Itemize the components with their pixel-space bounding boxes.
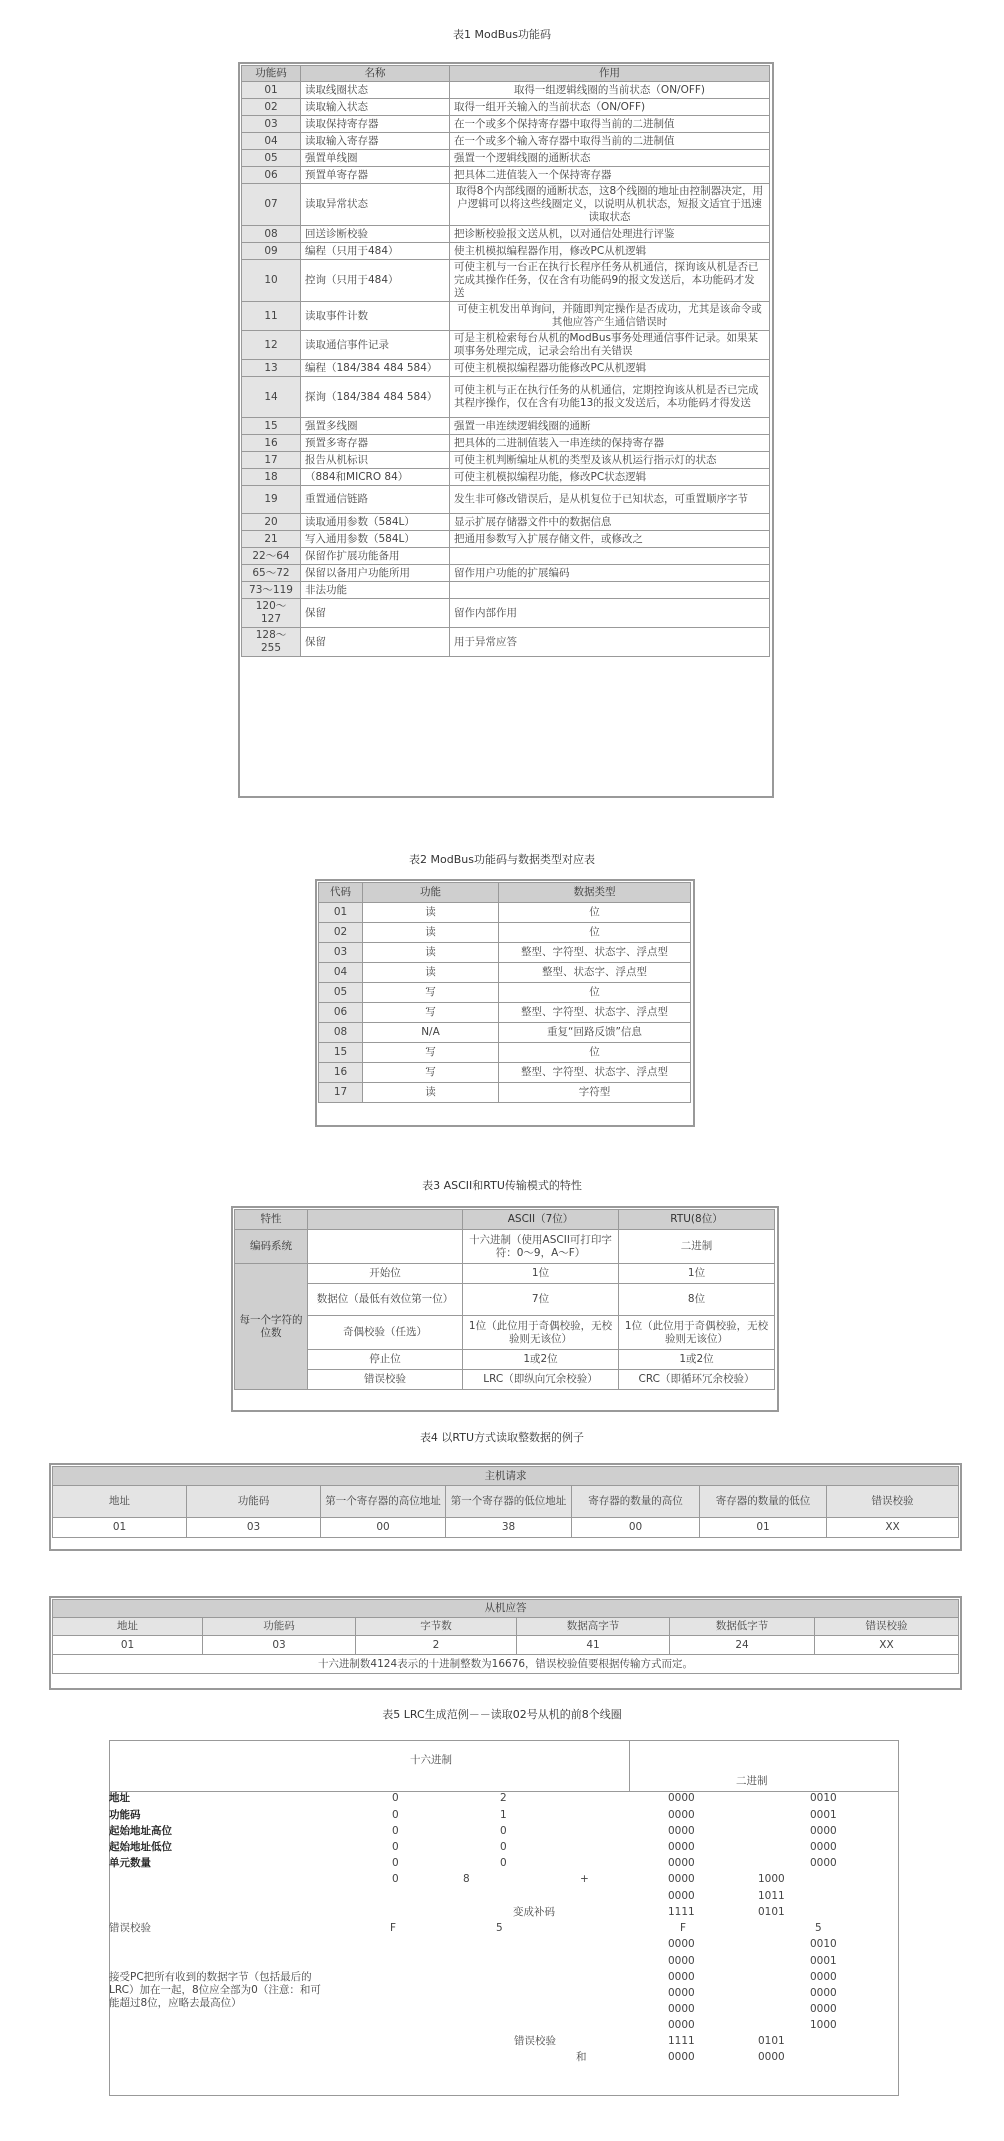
t5-row-label: 单元数量	[109, 1857, 151, 1869]
t5-hex-low: 1	[500, 1809, 507, 1821]
table4-caption: 表4 以RTU方式读取整数据的例子	[419, 1431, 585, 1444]
t2-function-cell: 读	[363, 1083, 499, 1103]
t1-code-cell: 120～127	[242, 599, 301, 628]
t1-name-cell: 保留作扩展功能备用	[301, 548, 450, 565]
t5-sum-bin-a-low: 1000	[758, 1873, 785, 1885]
t5-bin-high: 0000	[668, 1857, 695, 1869]
t1-code-cell: 12	[242, 331, 301, 360]
t1-purpose-cell: 把具体的二进制值装入一串连续的保持寄存器	[450, 435, 770, 452]
t1-code-cell: 04	[242, 133, 301, 150]
t1-purpose-cell	[450, 548, 770, 565]
t4-value-cell: 01	[700, 1518, 827, 1538]
t4-header-cell: 功能码	[187, 1486, 321, 1518]
t2-row	[319, 1083, 691, 1103]
t1-code-cell: 16	[242, 435, 301, 452]
t1-purpose-cell: 用于异常应答	[450, 628, 770, 657]
t1-purpose-cell: 取得一组开关输入的当前状态（ON/OFF)	[450, 99, 770, 116]
t1-name-cell: 读取通信事件记录	[301, 331, 450, 360]
t1-code-cell: 02	[242, 99, 301, 116]
t1-purpose-cell: 可是主机检索每台从机的ModBus事务处理通信事件记录。如果某项事务处理完成，记录会给出有关错误	[450, 331, 770, 360]
t1-purpose-cell: 取得8个内部线圈的通断状态，这8个线圈的地址由控制器决定，用户逻辑可以将这些线圈定义，以说明从机状态，短报文适宜于迅速读取状态	[450, 184, 770, 226]
t5-hex-high: 0	[392, 1809, 399, 1821]
t3-coding-ascii: 十六进制（使用ASCII可打印字符：0～9，A～F）	[463, 1230, 619, 1264]
t2-header-datatype: 数据类型	[499, 883, 691, 903]
t1-row	[242, 167, 770, 184]
t5-check-label: 错误校验	[514, 2035, 556, 2047]
t1-purpose-cell: 在一个或多个保持寄存器中取得当前的二进制值	[450, 116, 770, 133]
t1-code-cell: 14	[242, 377, 301, 418]
t3-row-ascii: LRC（即纵向冗余校验）	[463, 1370, 619, 1390]
t5-row-label: 地址	[109, 1792, 130, 1804]
t5-sum-label: 和	[576, 2051, 587, 2063]
t5-hex-low: 0	[500, 1825, 507, 1837]
t2-datatype-cell: 整型、字符型、状态字、浮点型	[499, 943, 691, 963]
t1-name-cell: 写入通用参数（584L）	[301, 531, 450, 548]
t2-code-cell: 03	[319, 943, 363, 963]
t4b-header-cell: 功能码	[203, 1618, 356, 1636]
t2-function-cell: 写	[363, 1063, 499, 1083]
table1-caption: 表1 ModBus功能码	[453, 28, 551, 41]
t4b-note: 十六进制数4124表示的十进制整数为16676，错误校验值要根据传输方式而定。	[53, 1655, 959, 1674]
t3-row-rtu: 1位（此位用于奇偶校验，无校验则无该位）	[619, 1316, 775, 1350]
t5-bin-col-low: 0000	[810, 1987, 837, 1999]
t2-code-cell: 01	[319, 903, 363, 923]
t4-header-cell: 第一个寄存器的低位地址	[446, 1486, 572, 1518]
t1-name-cell: 保留以备用户功能所用	[301, 565, 450, 582]
t4-header-cell: 寄存器的数量的低位	[700, 1486, 827, 1518]
t5-bin-low: 0010	[810, 1792, 837, 1804]
t2-function-cell: 读	[363, 943, 499, 963]
t1-purpose-cell: 可使主机模拟编程器功能修改PC从机逻辑	[450, 360, 770, 377]
t4b-header-cell: 错误校验	[815, 1618, 959, 1636]
t5-bin-high: 0000	[668, 1825, 695, 1837]
t2-code-cell: 16	[319, 1063, 363, 1083]
t4b-header-cell: 字节数	[356, 1618, 517, 1636]
t5-sum-bin-b-high: 0000	[668, 1890, 695, 1902]
t2-datatype-cell: 位	[499, 1043, 691, 1063]
t1-row	[242, 260, 770, 302]
t5-hex-header: 十六进制	[410, 1754, 452, 1766]
t1-purpose-cell: 取得一组逻辑线圈的当前状态（ON/OFF)	[450, 82, 770, 99]
t4-value-cell: 00	[572, 1518, 700, 1538]
t1-code-cell: 06	[242, 167, 301, 184]
t1-row	[242, 531, 770, 548]
t1-purpose-cell: 留作用户功能的扩展编码	[450, 565, 770, 582]
t5-bin-col-low: 0000	[810, 2003, 837, 2015]
t4b-value-cell: XX	[815, 1636, 959, 1655]
t5-check-high: 1111	[668, 2035, 695, 2047]
t1-code-cell: 21	[242, 531, 301, 548]
t2-datatype-cell: 整型、状态字、浮点型	[499, 963, 691, 983]
t1-name-cell: 读取输入寄存器	[301, 133, 450, 150]
t5-hex-high: 0	[392, 1825, 399, 1837]
t2-row	[319, 983, 691, 1003]
t2-row	[319, 1003, 691, 1023]
t4-header-cell: 错误校验	[827, 1486, 959, 1518]
t4b-header-cell: 数据高字节	[517, 1618, 670, 1636]
t2-datatype-cell: 重复“回路反馈”信息	[499, 1023, 691, 1043]
t5-complement-low: 0101	[758, 1906, 785, 1918]
t5-bin-low: 0000	[810, 1857, 837, 1869]
t1-code-cell: 17	[242, 452, 301, 469]
t1-row	[242, 133, 770, 150]
t1-name-cell: 探询（184/384 484 584）	[301, 377, 450, 418]
t2-datatype-cell: 字符型	[499, 1083, 691, 1103]
table2-caption: 表2 ModBus功能码与数据类型对应表	[409, 853, 595, 866]
t5-bin-col-high: 0000	[668, 1938, 695, 1950]
t1-name-cell: 编程（只用于484）	[301, 243, 450, 260]
t3-row-label: 错误校验	[308, 1370, 463, 1390]
t4-value-cell: 03	[187, 1518, 321, 1538]
t4-header-cell: 地址	[53, 1486, 187, 1518]
t5-final-sum-low: 0000	[758, 2051, 785, 2063]
t5-row-label: 起始地址高位	[109, 1825, 172, 1837]
t2-code-cell: 06	[319, 1003, 363, 1023]
t1-code-cell: 08	[242, 226, 301, 243]
t5-bin-col-low: 0000	[810, 1971, 837, 1983]
t4-value-cell: 38	[446, 1518, 572, 1538]
t1-row	[242, 360, 770, 377]
t4b-value-cell: 24	[670, 1636, 815, 1655]
t1-name-cell: 预置多寄存器	[301, 435, 450, 452]
t4b-title: 从机应答	[53, 1600, 959, 1618]
t5-bin-header: 二进制	[736, 1775, 768, 1787]
t5-bin-col-high: 0000	[668, 1987, 695, 1999]
t3-row-ascii: 7位	[463, 1284, 619, 1316]
t5-hex-high: 0	[392, 1792, 399, 1804]
rtu-request-table	[52, 1466, 959, 1538]
t1-row	[242, 243, 770, 260]
t4b-value-cell: 03	[203, 1636, 356, 1655]
t1-purpose-cell: 使主机模拟编程器作用，修改PC从机逻辑	[450, 243, 770, 260]
t2-row	[319, 903, 691, 923]
t3-header-ascii: ASCII（7位）	[463, 1210, 619, 1230]
t1-row	[242, 565, 770, 582]
t5-bin-col-high: 0000	[668, 2003, 695, 2015]
t4b-value-cell: 01	[53, 1636, 203, 1655]
t1-code-cell: 73～119	[242, 582, 301, 599]
t3-row-ascii: 1位	[463, 1264, 619, 1284]
t5-row-label: 起始地址低位	[109, 1841, 172, 1853]
t5-bin-col-high: 0000	[668, 2019, 695, 2031]
modbus-function-code-table	[241, 65, 770, 657]
t3-coding-label: 编码系统	[235, 1230, 308, 1264]
t3-header-feature: 特性	[235, 1210, 308, 1230]
t1-purpose-cell: 可使主机与一台正在执行长程序任务从机通信，探询该从机是否已完成其操作任务，仅在含有功能码9的报文发送后，本功能码才发送	[450, 260, 770, 302]
t3-row-label: 数据位（最低有效位第一位）	[308, 1284, 463, 1316]
t5-bin-low: 0000	[810, 1825, 837, 1837]
t5-bin-col-high: 0000	[668, 1955, 695, 1967]
t2-code-cell: 08	[319, 1023, 363, 1043]
t5-bin-col-low: 0010	[810, 1938, 837, 1950]
t5-sum-hex-high: 0	[392, 1873, 399, 1885]
t1-purpose-cell: 留作内部作用	[450, 599, 770, 628]
t2-code-cell: 15	[319, 1043, 363, 1063]
t1-purpose-cell: 可使主机模拟编程功能，修改PC状态逻辑	[450, 469, 770, 486]
t5-bin-col-high: 0000	[668, 1971, 695, 1983]
t2-row	[319, 963, 691, 983]
t1-name-cell: 重置通信链路	[301, 486, 450, 514]
t1-name-cell: 读取线圈状态	[301, 82, 450, 99]
t1-code-cell: 13	[242, 360, 301, 377]
t1-row	[242, 150, 770, 167]
t1-code-cell: 07	[242, 184, 301, 226]
t2-row	[319, 1023, 691, 1043]
t2-code-cell: 17	[319, 1083, 363, 1103]
t1-row	[242, 99, 770, 116]
t1-code-cell: 10	[242, 260, 301, 302]
t1-row	[242, 469, 770, 486]
t1-row	[242, 377, 770, 418]
t1-purpose-cell: 可使主机判断编址从机的类型及该从机运行指示灯的状态	[450, 452, 770, 469]
t2-function-cell: 读	[363, 963, 499, 983]
t1-code-cell: 15	[242, 418, 301, 435]
t1-header-name: 名称	[301, 66, 450, 82]
t1-name-cell: 读取异常状态	[301, 184, 450, 226]
t1-purpose-cell: 强置一个逻辑线圈的通断状态	[450, 150, 770, 167]
t1-purpose-cell: 把具体二进值装入一个保持寄存器	[450, 167, 770, 184]
t2-datatype-cell: 位	[499, 983, 691, 1003]
t1-row	[242, 452, 770, 469]
t1-code-cell: 22～64	[242, 548, 301, 565]
t5-final-sum-high: 0000	[668, 2051, 695, 2063]
t1-row	[242, 628, 770, 657]
t5-bin-col-low: 1000	[810, 2019, 837, 2031]
t1-header-purpose: 作用	[450, 66, 770, 82]
t5-bin-high: 0000	[668, 1792, 695, 1804]
t1-name-cell: 预置单寄存器	[301, 167, 450, 184]
t1-purpose-cell: 发生非可修改错误后，是从机复位于已知状态，可重置顺序字节	[450, 486, 770, 514]
t5-lrc-h2: 5	[496, 1922, 503, 1934]
t1-code-cell: 128～255	[242, 628, 301, 657]
t5-bin-col-low: 0001	[810, 1955, 837, 1967]
t1-purpose-cell: 可使主机发出单询问，并随即判定操作是否成功，尤其是该命令或其他应答产生通信错误时	[450, 302, 770, 331]
t5-complement-high: 1111	[668, 1906, 695, 1918]
t5-lrc-h3: F	[680, 1922, 687, 1934]
t5-note: 接受PC把所有收到的数据字节（包括最后的LRC）加在一起，8位应全部为0（注意：和可能超过8位，应略去最高位）	[109, 1971, 321, 2009]
t5-hex-high: 0	[392, 1857, 399, 1869]
t1-row	[242, 331, 770, 360]
t2-row	[319, 923, 691, 943]
t5-check-low: 0101	[758, 2035, 785, 2047]
t5-lrc-h4: 5	[815, 1922, 822, 1934]
t1-header-code: 功能码	[242, 66, 301, 82]
t5-sum-bin-a-high: 0000	[668, 1873, 695, 1885]
t5-hex-low: 2	[500, 1792, 507, 1804]
t1-purpose-cell: 显示扩展存储器文件中的数据信息	[450, 514, 770, 531]
t3-row-rtu: CRC（即循环冗余校验）	[619, 1370, 775, 1390]
t1-name-cell: 编程（184/384 484 584）	[301, 360, 450, 377]
t2-function-cell: 写	[363, 1003, 499, 1023]
t1-name-cell: 读取事件计数	[301, 302, 450, 331]
t1-name-cell: 读取通用参数（584L）	[301, 514, 450, 531]
t2-function-cell: 读	[363, 903, 499, 923]
t3-group-label: 每一个字符的位数	[235, 1264, 308, 1390]
t4-title: 主机请求	[53, 1467, 959, 1486]
t1-row	[242, 226, 770, 243]
t1-name-cell: （884和MICRO 84）	[301, 469, 450, 486]
t5-hex-low: 0	[500, 1857, 507, 1869]
t3-row-rtu: 1或2位	[619, 1350, 775, 1370]
t1-row	[242, 418, 770, 435]
t1-name-cell: 读取保持寄存器	[301, 116, 450, 133]
t1-row	[242, 582, 770, 599]
t1-code-cell: 09	[242, 243, 301, 260]
t3-coding-rtu: 二进制	[619, 1230, 775, 1264]
t1-row	[242, 435, 770, 452]
t4b-header-cell: 地址	[53, 1618, 203, 1636]
t2-row	[319, 943, 691, 963]
t3-row-label: 开始位	[308, 1264, 463, 1284]
t2-function-cell: 写	[363, 1043, 499, 1063]
t2-header-code: 代码	[319, 883, 363, 903]
t1-row	[242, 184, 770, 226]
t2-function-cell: 写	[363, 983, 499, 1003]
function-code-data-type-table	[318, 882, 691, 1103]
t1-name-cell: 强置多线圈	[301, 418, 450, 435]
t1-row	[242, 302, 770, 331]
t1-row	[242, 599, 770, 628]
t5-bin-low: 0000	[810, 1841, 837, 1853]
t4b-value-cell: 2	[356, 1636, 517, 1655]
t5-hex-high: 0	[392, 1841, 399, 1853]
t4-header-cell: 寄存器的数量的高位	[572, 1486, 700, 1518]
t4-value-cell: 01	[53, 1518, 187, 1538]
t3-row-label: 奇偶校验（任选）	[308, 1316, 463, 1350]
t2-row	[319, 1063, 691, 1083]
t4-header-cell: 第一个寄存器的高位地址	[321, 1486, 446, 1518]
table3-caption: 表3 ASCII和RTU传输模式的特性	[422, 1179, 582, 1192]
t1-purpose-cell: 把诊断校验报文送从机，以对通信处理进行评鉴	[450, 226, 770, 243]
t5-lrc-label: 错误校验	[109, 1922, 151, 1934]
table5-caption: 表5 LRC生成范例－－读取02号从机的前8个线圈	[382, 1708, 622, 1721]
t2-header-function: 功能	[363, 883, 499, 903]
t2-datatype-cell: 整型、字符型、状态字、浮点型	[499, 1003, 691, 1023]
t3-row-rtu: 1位	[619, 1264, 775, 1284]
t4-value-cell: 00	[321, 1518, 446, 1538]
t1-purpose-cell: 把通用参数写入扩展存储文件，或修改之	[450, 531, 770, 548]
t3-row-ascii: 1位（此位用于奇偶校验，无校验则无该位）	[463, 1316, 619, 1350]
t4b-value-cell: 41	[517, 1636, 670, 1655]
t1-code-cell: 11	[242, 302, 301, 331]
t5-row-label: 功能码	[109, 1809, 141, 1821]
t5-hex-low: 0	[500, 1841, 507, 1853]
t1-name-cell: 回送诊断校验	[301, 226, 450, 243]
t2-code-cell: 05	[319, 983, 363, 1003]
t1-name-cell: 非法功能	[301, 582, 450, 599]
t5-sum-hex-low: 8	[463, 1873, 470, 1885]
t1-name-cell: 报告从机标识	[301, 452, 450, 469]
t5-bin-high: 0000	[668, 1809, 695, 1821]
t1-code-cell: 19	[242, 486, 301, 514]
t1-row	[242, 548, 770, 565]
t3-row-label: 停止位	[308, 1350, 463, 1370]
t1-row	[242, 514, 770, 531]
t4b-header-cell: 数据低字节	[670, 1618, 815, 1636]
t1-name-cell: 保留	[301, 628, 450, 657]
t5-bin-high: 0000	[668, 1841, 695, 1853]
t1-name-cell: 强置单线圈	[301, 150, 450, 167]
t3-header-rtu: RTU(8位）	[619, 1210, 775, 1230]
t1-purpose-cell	[450, 582, 770, 599]
t2-code-cell: 04	[319, 963, 363, 983]
ascii-rtu-table	[234, 1209, 775, 1390]
t1-row	[242, 82, 770, 99]
t1-code-cell: 05	[242, 150, 301, 167]
t1-code-cell: 01	[242, 82, 301, 99]
t1-name-cell: 控询（只用于484）	[301, 260, 450, 302]
t5-plus: +	[580, 1873, 589, 1885]
t1-code-cell: 18	[242, 469, 301, 486]
t1-row	[242, 116, 770, 133]
t2-datatype-cell: 位	[499, 923, 691, 943]
t5-bin-low: 0001	[810, 1809, 837, 1821]
t5-sum-bin-b-low: 1011	[758, 1890, 785, 1902]
t1-name-cell: 保留	[301, 599, 450, 628]
t2-function-cell: 读	[363, 923, 499, 943]
t1-code-cell: 65～72	[242, 565, 301, 582]
t2-datatype-cell: 位	[499, 903, 691, 923]
t2-row	[319, 1043, 691, 1063]
t1-code-cell: 03	[242, 116, 301, 133]
t4-value-cell: XX	[827, 1518, 959, 1538]
t3-row-ascii: 1或2位	[463, 1350, 619, 1370]
t1-code-cell: 20	[242, 514, 301, 531]
t3-row-rtu: 8位	[619, 1284, 775, 1316]
t1-purpose-cell: 可使主机与正在执行任务的从机通信，定期控询该从机是否已完成其程序操作，仅在含有功能13的报文发送后，本功能码才得发送	[450, 377, 770, 418]
t2-function-cell: N/A	[363, 1023, 499, 1043]
t2-code-cell: 02	[319, 923, 363, 943]
t2-datatype-cell: 整型、字符型、状态字、浮点型	[499, 1063, 691, 1083]
t5-complement-label: 变成补码	[513, 1906, 555, 1918]
t5-lrc-h1: F	[390, 1922, 397, 1934]
rtu-response-table	[52, 1599, 959, 1674]
t1-row	[242, 486, 770, 514]
t1-name-cell: 读取输入状态	[301, 99, 450, 116]
t1-purpose-cell: 强置一串连续逻辑线圈的通断	[450, 418, 770, 435]
t1-purpose-cell: 在一个或多个输入寄存器中取得当前的二进制值	[450, 133, 770, 150]
